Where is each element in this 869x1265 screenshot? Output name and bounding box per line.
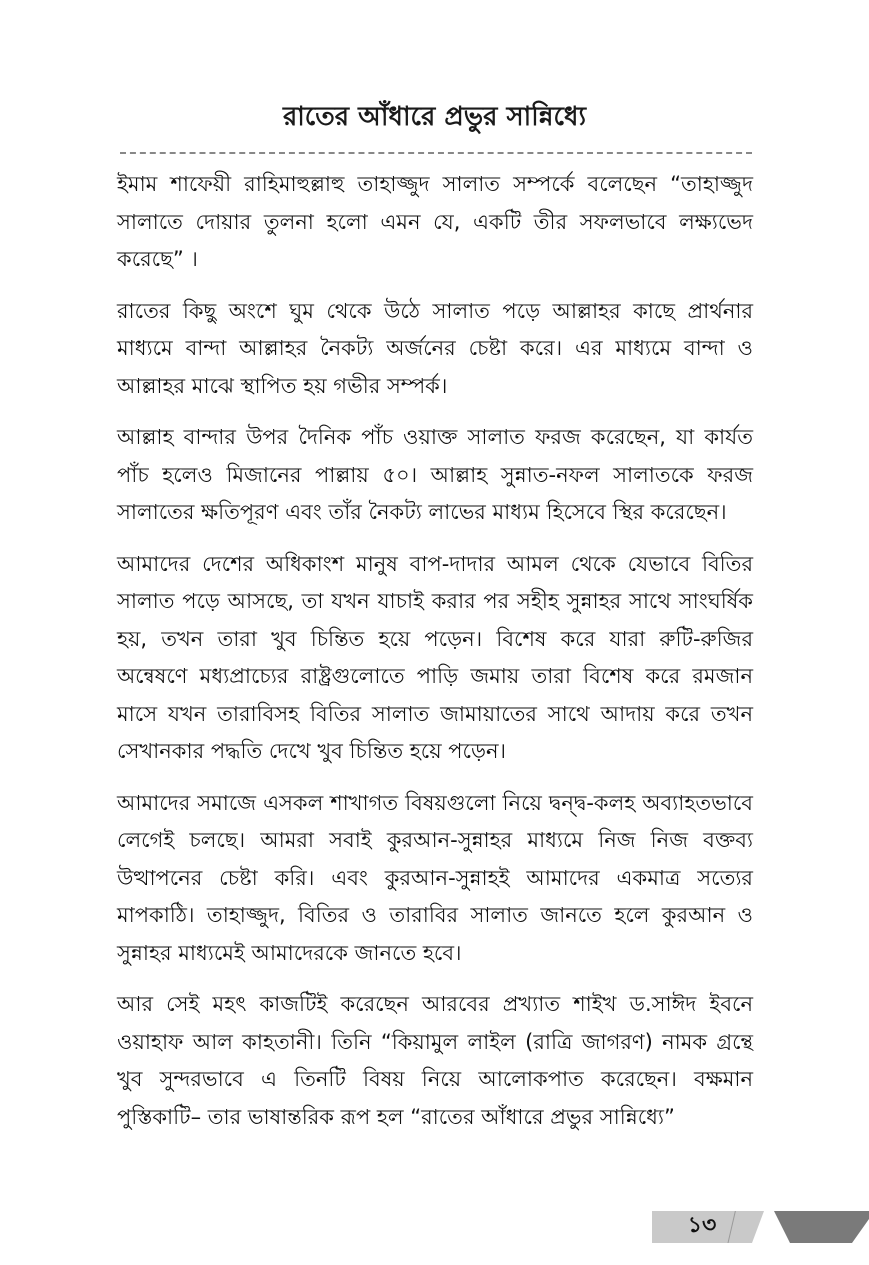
- page-title: রাতের আঁধারে প্রভুর সান্নিধ্যে: [282, 102, 587, 132]
- page-number: ১৩: [687, 1213, 717, 1238]
- paragraph-3: আল্লাহ বান্দার উপর দৈনিক পাঁচ ওয়াক্ত সালাত ফরজ করেছেন, যা কার্যত পাঁচ হলেও মিজানের পাল্লায় ৫০। আল্লাহ সুন্নাত-নফল সালাতকে ফরজ সালাতের ক্ষতিপূরণ এবং তাঁর নৈকট্য লাভের মাধ্যম হিসেবে স্থির করেছেন।: [117, 425, 753, 524]
- paragraph-5: আমাদের সমাজে এসকল শাখাগত বিষয়গুলো নিয়ে দ্বন্দ্ব-কলহ অব্যাহতভাবে লেগেই চলছে। আমরা সবাই কুরআন-সুন্নাহর মাধ্যমে নিজ নিজ বক্তব্য উত্থাপনের চেষ্টা করি। এবং কুরআন-সুন্নাহই আমাদের একমাত্র সত্যের মাপকাঠি। তাহাজ্জুদ, বিতির ও তারাবির সালাত জানতে হলে কুরআন ও সুন্নাহর মাধ্যমেই আমাদেরকে জানতে হবে।: [117, 790, 753, 965]
- title-divider: [120, 152, 752, 154]
- paragraph-2: রাতের কিছু অংশে ঘুম থেকে উঠে সালাত পড়ে আল্লাহর কাছে প্রার্থনার মাধ্যমে বান্দা আল্লাহর নৈকট্য অর্জনের চেষ্টা করে। এর মাধ্যমে বান্দা ও আল্লাহর মাঝে স্থাপিত হয় গভীর সম্পর্ক।: [117, 298, 753, 398]
- paragraph-1: ইমাম শাফেয়ী রাহিমাহুল্লাহু তাহাজ্জুদ সালাত সম্পর্কে বলেছেন “তাহাজ্জুদ সালাতে দোয়ার তুলনা হলো এমন যে, একটি তীর সফলভাবে লক্ষ্যভেদ করেছে” ।: [117, 172, 753, 271]
- paragraph-4: আমাদের দেশের অধিকাংশ মানুষ বাপ-দাদার আমল থেকে যেভাবে বিতির সালাত পড়ে আসছে, তা যখন যাচাই করার পর সহীহ সুন্নাহর সাথে সাংঘর্ষিক হয়, তখন তারা খুব চিন্তিত হয়ে পড়েন। বিশেষ করে যারা রুটি-রুজির অন্বেষণে মধ্যপ্রাচ্যের রাষ্ট্রগুলোতে পাড়ি জমায় তারা বিশেষ করে রমজান মাসে যখন তারাবিসহ বিতির সালাত জামায়াতের সাথে আদায় করে তখন সেখানকার পদ্ধতি দেখে খুব চিন্তিত হয়ে পড়েন।: [117, 551, 753, 763]
- body-text: [117, 166, 753, 1150]
- footer-bar-dark: [774, 1211, 869, 1243]
- paragraph-6: আর সেই মহৎ কাজটিই করেছেন আরবের প্রখ্যাত শাইখ ড.সাঈদ ইবনে ওয়াহাফ আল কাহতানী। তিনি “কিয়ামুল লাইল (রাত্রি জাগরণ) নামক গ্রন্থে খুব সুন্দরভাবে এ তিনটি বিষয় নিয়ে আলোকপাত করেছেন। বক্ষমান পুস্তিকাটি– তার ভাষান্তরিক রূপ হল “রাতের আঁধারে প্রভুর সান্নিধ্যে”: [117, 992, 753, 1129]
